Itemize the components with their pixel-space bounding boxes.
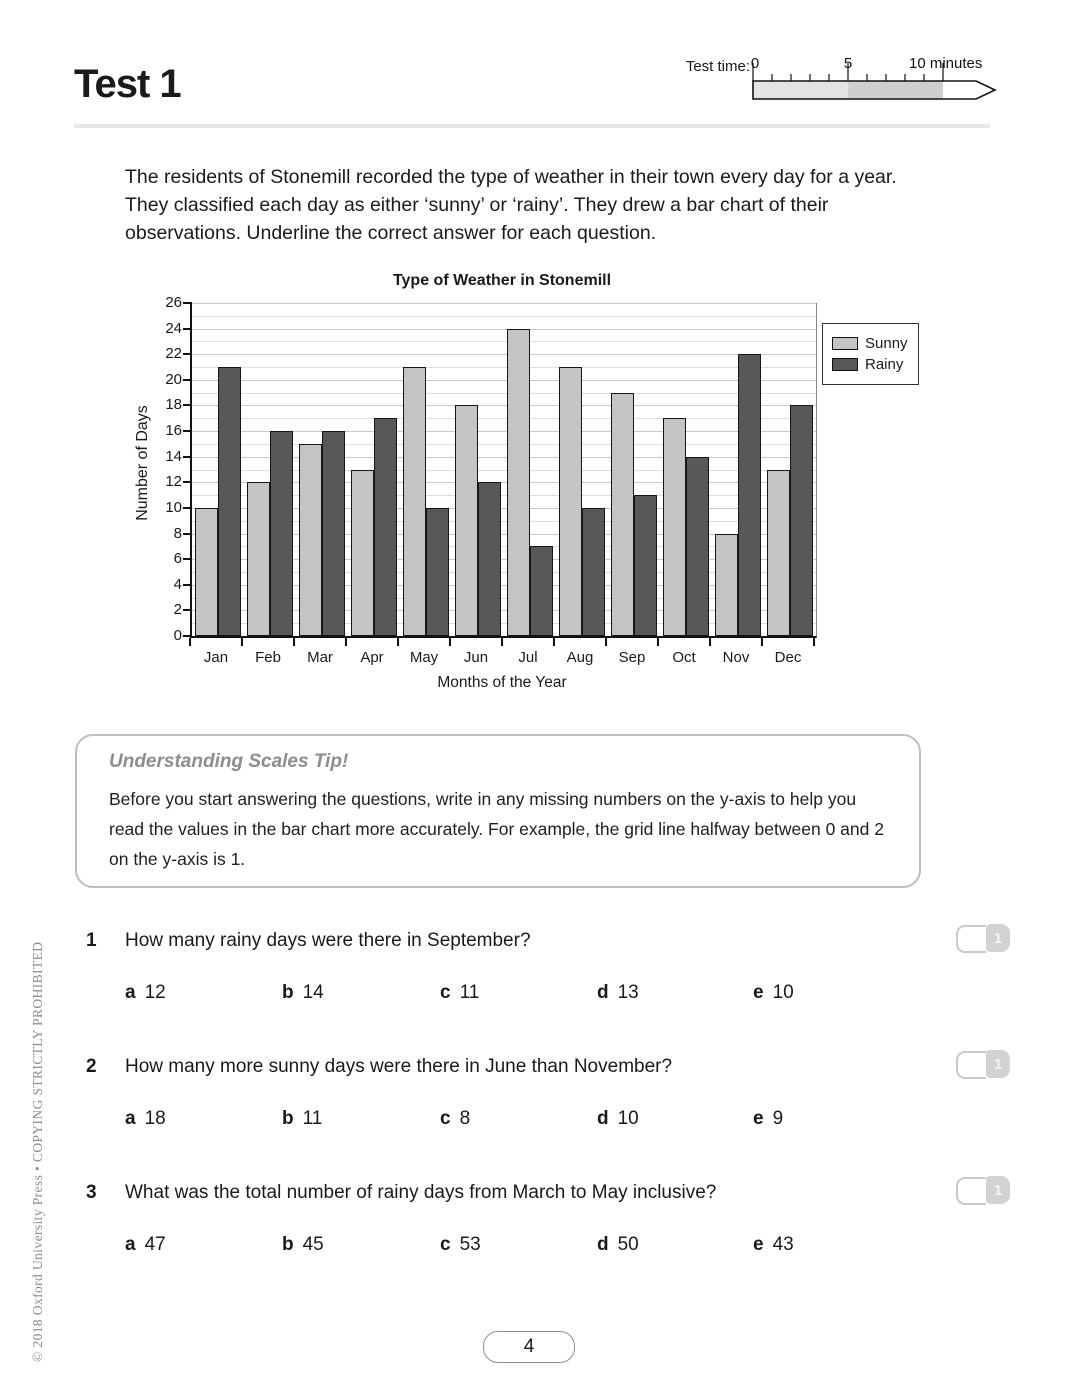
options-row (125, 1108, 945, 1134)
option-value: 43 (772, 1234, 794, 1255)
y-axis-tick-label: 20 (165, 370, 182, 388)
bar-sunny-sep (611, 393, 634, 636)
weather-bar-chart (134, 272, 1000, 702)
ruler-label-10: 10 minutes (909, 55, 983, 72)
page-title: Test 1 (74, 62, 181, 106)
option-letter: a (125, 1234, 136, 1255)
x-axis-title: Months of the Year (437, 674, 567, 691)
bar-rainy-sep (634, 495, 657, 636)
x-axis-tick-label: May (409, 649, 439, 666)
option-c[interactable] (440, 982, 479, 1004)
option-e[interactable] (753, 1234, 794, 1256)
bar-sunny-jun (455, 405, 478, 636)
y-axis-tick (183, 379, 192, 381)
x-axis-tick (449, 638, 451, 646)
question-number: 1 (86, 930, 97, 951)
y-axis-tick-label: 8 (173, 524, 182, 542)
gridline (192, 380, 816, 381)
option-value: 18 (144, 1108, 166, 1129)
option-value: 53 (459, 1234, 481, 1255)
option-a[interactable] (125, 982, 166, 1004)
bar-rainy-feb (270, 431, 293, 636)
gridline (192, 354, 816, 355)
option-letter: c (440, 982, 451, 1003)
bar-rainy-oct (686, 457, 709, 636)
option-letter: e (753, 1108, 764, 1129)
gridline (192, 329, 816, 330)
marks-badge (956, 1176, 1010, 1204)
marks-badge (956, 924, 1010, 952)
marks-badge-blank (956, 1177, 986, 1205)
bar-sunny-mar (299, 444, 322, 636)
header-divider (74, 124, 990, 128)
marks-badge (956, 1050, 1010, 1078)
legend-label: Rainy (865, 356, 904, 373)
bar-rainy-jun (478, 482, 501, 636)
y-axis-tick-label: 10 (165, 498, 182, 516)
option-letter: e (753, 982, 764, 1003)
x-axis-tick (189, 638, 191, 646)
x-axis-tick-label: Sep (618, 649, 646, 666)
x-axis-tick-label: Oct (672, 649, 696, 666)
y-axis-tick-label: 18 (165, 396, 182, 414)
marks-badge-value: 1 (986, 924, 1010, 952)
option-letter: d (597, 1234, 609, 1255)
option-a[interactable] (125, 1234, 166, 1256)
test-time-ruler (751, 52, 1001, 104)
marks-badge-blank (956, 1051, 986, 1079)
option-e[interactable] (753, 1108, 783, 1130)
gridline (192, 418, 816, 419)
option-value: 45 (302, 1234, 324, 1255)
gridline (192, 316, 816, 317)
legend-item-sunny (832, 335, 908, 352)
option-value: 14 (302, 982, 324, 1003)
option-value: 47 (144, 1234, 166, 1255)
test-time-label: Test time: (685, 58, 750, 75)
bar-sunny-apr (351, 470, 374, 637)
copyright-notice: © 2018 Oxford University Press • COPYING STRICTLY PROHIBITED (30, 941, 45, 1362)
bar-rainy-mar (322, 431, 345, 636)
option-letter: d (597, 982, 609, 1003)
bar-rainy-nov (738, 354, 761, 636)
question-text: How many more sunny days were there in June than November? (125, 1056, 673, 1077)
y-axis-tick (183, 533, 192, 535)
x-axis-tick-label: Dec (774, 649, 802, 666)
option-c[interactable] (440, 1234, 481, 1256)
marks-badge-value: 1 (986, 1050, 1010, 1078)
x-axis-tick-label: Jan (203, 649, 229, 666)
y-axis-tick (183, 456, 192, 458)
marks-badge-blank (956, 925, 986, 953)
option-value: 8 (459, 1108, 471, 1129)
y-axis-tick (183, 430, 192, 432)
option-value: 12 (144, 982, 166, 1003)
ruler-label-0: 0 (751, 55, 760, 72)
y-axis-tick (183, 558, 192, 560)
bar-rainy-aug (582, 508, 605, 636)
y-axis-tick-label: 4 (173, 575, 182, 593)
x-axis-tick-label: Jul (518, 649, 538, 666)
y-axis-tick-label: 24 (165, 319, 182, 337)
intro-paragraph: The residents of Stonemill recorded the type of weather in their town every day for a year. They classified each day as either ‘sunny’ or ‘rainy’. They drew a bar chart of their observations. Underline the correct answer for each question. (125, 166, 897, 244)
option-letter: d (597, 1108, 609, 1129)
gridline (192, 367, 816, 368)
x-axis-tick (241, 638, 243, 646)
option-e[interactable] (753, 982, 794, 1004)
options-row (125, 982, 945, 1008)
y-axis-tick (183, 635, 192, 637)
question-number: 2 (86, 1056, 97, 1077)
option-value: 11 (302, 1108, 323, 1129)
y-axis-tick-label: 12 (165, 473, 182, 491)
option-letter: a (125, 982, 136, 1003)
x-axis-tick (345, 638, 347, 646)
chart-legend (822, 323, 919, 385)
ruler-label-5: 5 (843, 55, 853, 72)
option-value: 11 (459, 982, 480, 1003)
legend-label: Sunny (865, 335, 908, 352)
option-b[interactable] (282, 1108, 322, 1130)
gridline (192, 303, 816, 304)
question-number: 3 (86, 1182, 97, 1203)
option-a[interactable] (125, 1108, 166, 1130)
y-axis-tick-label: 16 (165, 422, 182, 440)
bar-sunny-may (403, 367, 426, 636)
bar-sunny-feb (247, 482, 270, 636)
y-axis-tick (183, 507, 192, 509)
y-axis-tick (183, 302, 192, 304)
gridline (192, 405, 816, 406)
option-value: 10 (617, 1108, 639, 1129)
x-axis-tick-label: Feb (255, 649, 281, 666)
x-axis-tick-label: Jun (463, 649, 489, 666)
y-axis-tick (183, 609, 192, 611)
option-c[interactable] (440, 1108, 470, 1130)
marks-badge-value: 1 (986, 1176, 1010, 1204)
question-text: What was the total number of rainy days from March to May inclusive? (125, 1182, 717, 1203)
bar-rainy-jan (218, 367, 241, 636)
question-text: How many rainy days were there in September? (125, 930, 531, 951)
x-axis-tick-label: Nov (722, 649, 750, 666)
x-axis-tick (501, 638, 503, 646)
bar-rainy-dec (790, 405, 813, 636)
bar-sunny-jan (195, 508, 218, 636)
x-axis-tick-label: Aug (566, 649, 594, 666)
option-letter: c (440, 1108, 451, 1129)
option-d[interactable] (597, 982, 639, 1004)
option-b[interactable] (282, 1234, 324, 1256)
option-value: 50 (617, 1234, 639, 1255)
y-axis-tick (183, 353, 192, 355)
y-axis-tick-label: 2 (173, 601, 182, 619)
bar-rainy-jul (530, 546, 553, 636)
gridline (192, 393, 816, 394)
x-axis-tick (657, 638, 659, 646)
bar-sunny-jul (507, 329, 530, 636)
page-number: 4 (483, 1331, 575, 1363)
bar-sunny-nov (715, 534, 738, 636)
x-axis-tick (397, 638, 399, 646)
option-letter: a (125, 1108, 136, 1129)
bar-rainy-may (426, 508, 449, 636)
x-axis-tick (553, 638, 555, 646)
gridline (192, 341, 816, 342)
y-axis-tick (183, 404, 192, 406)
y-axis-tick (183, 328, 192, 330)
bar-sunny-oct (663, 418, 686, 636)
y-axis-tick-label: 6 (173, 550, 182, 568)
x-axis-tick (761, 638, 763, 646)
x-axis-tick (709, 638, 711, 646)
option-letter: b (282, 1108, 294, 1129)
y-axis-tick-label: 22 (165, 345, 182, 363)
option-value: 10 (772, 982, 794, 1003)
option-value: 13 (617, 982, 639, 1003)
tip-box (75, 734, 921, 888)
option-d[interactable] (597, 1108, 639, 1130)
x-axis-tick (293, 638, 295, 646)
bar-sunny-aug (559, 367, 582, 636)
chart-plot-area (190, 303, 817, 638)
chart-title: Type of Weather in Stonemill (392, 272, 612, 289)
option-letter: c (440, 1234, 451, 1255)
x-axis-tick-label: Apr (360, 649, 384, 666)
option-letter: b (282, 982, 294, 1003)
legend-swatch-rainy (832, 358, 858, 371)
y-axis-tick-label: 26 (165, 294, 182, 311)
y-axis-title: Number of Days (134, 405, 151, 521)
option-letter: e (753, 1234, 764, 1255)
y-axis-tick-label: 0 (173, 627, 182, 644)
y-axis-tick (183, 584, 192, 586)
legend-swatch-sunny (832, 337, 858, 350)
options-row (125, 1234, 945, 1260)
option-letter: b (282, 1234, 294, 1255)
option-d[interactable] (597, 1234, 639, 1256)
y-axis-tick (183, 481, 192, 483)
legend-item-rainy (832, 356, 908, 373)
x-axis-tick (605, 638, 607, 646)
y-axis-tick-label: 14 (165, 447, 182, 465)
x-axis-tick-label: Mar (307, 649, 333, 666)
tip-body: Before you start answering the questions, write in any missing numbers on the y-axis to help you read the values in the bar chart more accurately. For example, the grid line halfway between 0 and 2 on the y-axis is 1. (109, 789, 884, 869)
option-b[interactable] (282, 982, 324, 1004)
x-axis-tick (813, 638, 815, 646)
bar-sunny-dec (767, 470, 790, 637)
bar-rainy-apr (374, 418, 397, 636)
tip-title: Understanding Scales Tip! (109, 751, 349, 772)
option-value: 9 (772, 1108, 784, 1129)
